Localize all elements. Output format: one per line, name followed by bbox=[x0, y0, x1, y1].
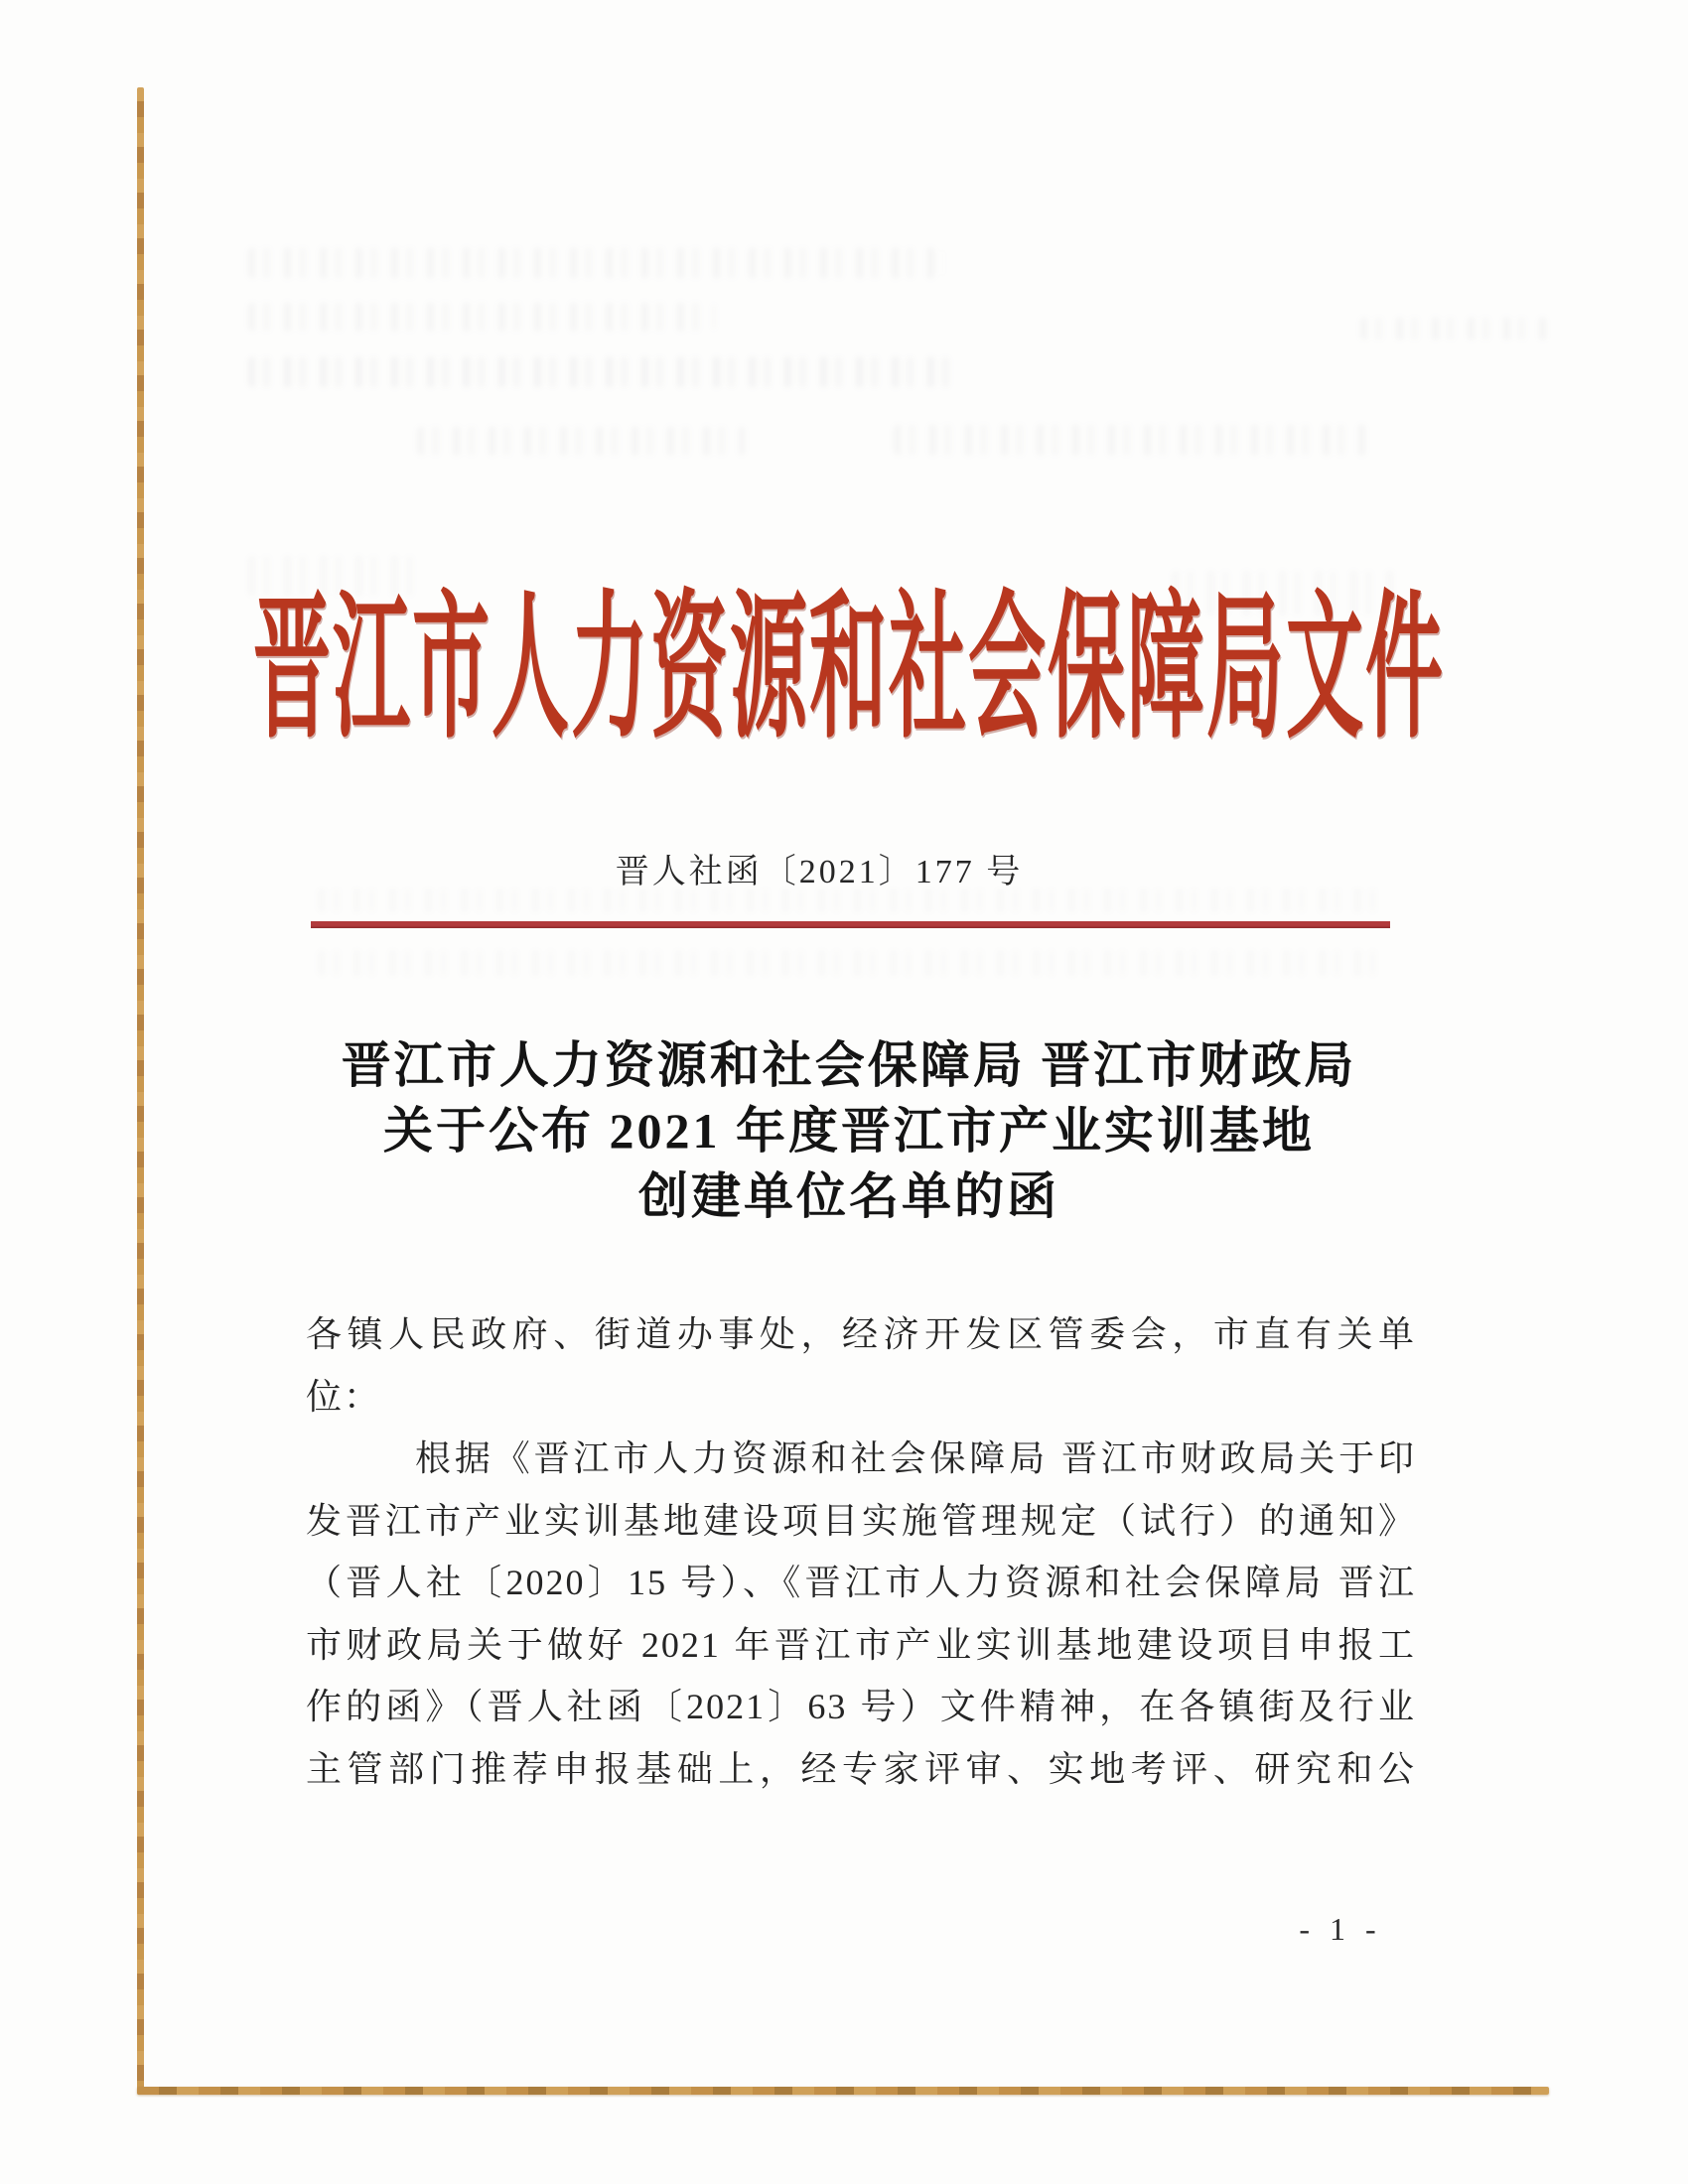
page-edge-bottom bbox=[137, 2087, 1549, 2095]
red-separator-rule bbox=[311, 921, 1390, 928]
document-reference-number: 晋人社函〔2021〕177 号 bbox=[615, 854, 1024, 890]
body-line: 市财政局关于做好 2021 年晋江市产业实训基地建设项目申报工 bbox=[306, 1624, 1416, 1665]
bleedthrough-artifact bbox=[248, 357, 963, 387]
page-number: - 1 - bbox=[1299, 1911, 1382, 1947]
body-line: 根据《晋江市人力资源和社会保障局 晋江市财政局关于印 bbox=[415, 1438, 1416, 1478]
document-title-line: 晋江市人力资源和社会保障局 晋江市财政局 bbox=[341, 1037, 1357, 1093]
document-body bbox=[306, 1303, 1416, 1800]
body-line: 作的函》（晋人社函〔2021〕63 号）文件精神，在各镇街及行业 bbox=[306, 1687, 1416, 1726]
body-line: 各镇人民政府、街道办事处，经济开发区管委会，市直有关单 bbox=[306, 1314, 1416, 1354]
bleedthrough-artifact bbox=[248, 248, 943, 278]
body-line: 主管部门推荐申报基础上，经专家评审、实地考评、研究和公 bbox=[306, 1748, 1416, 1789]
document-title-line: 关于公布 2021 年度晋江市产业实训基地 bbox=[383, 1103, 1315, 1159]
document-title bbox=[308, 1032, 1390, 1229]
body-line: （晋人社〔2020〕15 号）、《晋江市人力资源和社会保障局 晋江 bbox=[306, 1563, 1416, 1602]
bleedthrough-artifact bbox=[318, 950, 1390, 976]
bleedthrough-artifact bbox=[894, 425, 1370, 455]
body-line: 发晋江市产业实训基地建设项目实施管理规定（试行）的通知》 bbox=[306, 1500, 1416, 1541]
bleedthrough-artifact bbox=[417, 427, 745, 455]
bleedthrough-artifact bbox=[248, 303, 715, 331]
agency-letterhead-text: 晋江市人力资源和社会保障局文件 bbox=[253, 580, 1446, 757]
document-title-line: 创建单位名单的函 bbox=[638, 1168, 1059, 1224]
bleedthrough-artifact bbox=[1360, 318, 1549, 340]
page-edge-left bbox=[137, 87, 144, 2095]
body-line: 位： bbox=[306, 1376, 382, 1417]
agency-letterhead bbox=[253, 556, 1446, 757]
